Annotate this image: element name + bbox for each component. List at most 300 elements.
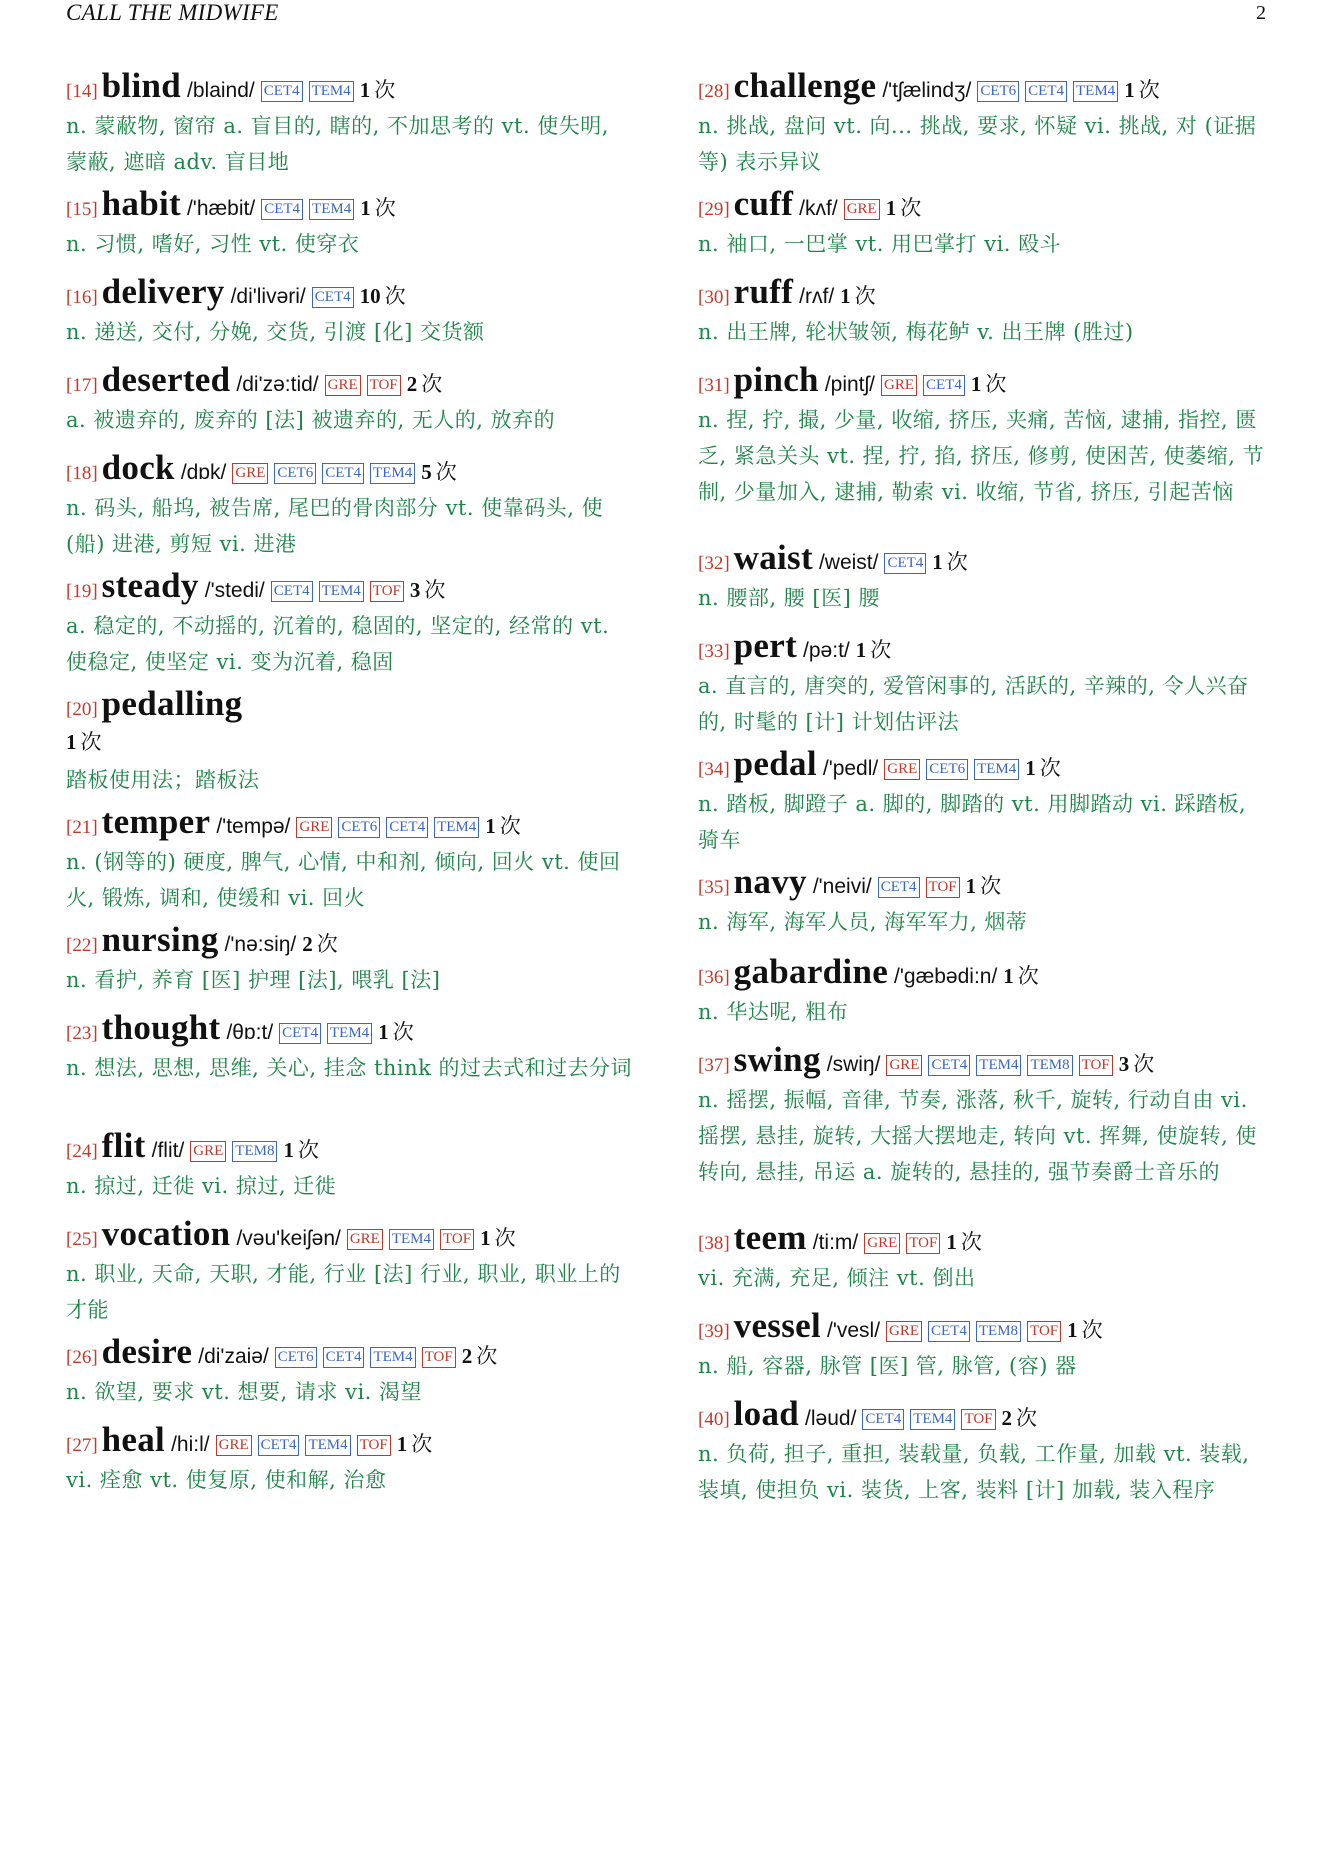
exam-tag-badge: GRE [325,375,361,396]
exam-tag-badge: TOF [422,1347,456,1368]
count-number: 1 [359,78,371,102]
headword-line [698,538,1268,578]
exam-tag-badge: TEM8 [232,1141,277,1162]
entry-index: [36] [698,967,730,988]
headword-line [66,566,636,606]
frequency-count [966,870,1002,900]
headword: thought [101,1008,221,1047]
definition-text: n. 踏板, 脚蹬子 a. 脚的, 脚踏的 vt. 用脚踏动 vi. 踩踏板, 骑车 [698,792,1247,852]
headword: swing [733,1040,821,1079]
word-entry [66,920,636,998]
exam-tag-badge: TOF [926,877,960,898]
definition-text: n. 负荷, 担子, 重担, 装载量, 负载, 工作量, 加载 vt. 装载, 装填, 使担负 vi. 装货, 上客, 装料 [计] 加载, 装入程序 [698,1442,1250,1502]
entry-index: [30] [698,287,730,308]
headword: flit [101,1126,146,1165]
entry-index: [38] [698,1233,730,1254]
count-unit: 次 [985,372,1007,396]
word-entry [66,448,636,562]
definition-text: n. 袖口, 一巴掌 vt. 用巴掌打 vi. 殴斗 [698,232,1062,256]
exam-tag-badge: CET6 [274,463,316,484]
frequency-count [407,368,443,398]
count-unit: 次 [980,874,1002,898]
exam-tag-badge: CET6 [977,81,1019,102]
word-entry [698,952,1268,1030]
phonetic: /'neivi/ [812,875,872,898]
word-entry [66,1214,636,1328]
headword-line [66,448,636,488]
phonetic: /'tʃælindʒ/ [882,79,972,102]
exam-tag-badge: TEM4 [319,581,364,602]
exam-tag-badge: TOF [906,1233,940,1254]
headword: dock [101,448,175,487]
exam-tag-badge: CET6 [275,1347,317,1368]
frequency-count [421,456,457,486]
count-unit: 次 [374,78,396,102]
frequency-count [1002,1402,1038,1432]
headword: teem [733,1218,807,1257]
count-unit: 次 [1017,964,1039,988]
count-unit: 次 [499,814,521,838]
count-number: 1 [946,1230,957,1254]
count-number: 1 [1067,1318,1078,1342]
headword-line [698,626,1268,666]
headword: pert [733,626,798,665]
headword: pinch [733,360,819,399]
headword: challenge [733,66,877,105]
frequency-count [1003,960,1039,990]
headword: load [733,1394,800,1433]
exam-tag-badge: TOF [370,581,404,602]
count-unit: 次 [435,460,457,484]
exam-tag-badge: CET4 [884,553,926,574]
entry-index: [20] [66,699,98,720]
headword: steady [101,566,199,605]
exam-tag-badge: TEM4 [305,1435,350,1456]
word-entry [66,66,636,180]
count-unit: 次 [476,1344,498,1368]
exam-tag-badge: GRE [347,1229,383,1250]
headword-line [66,360,636,400]
entry-index: [31] [698,375,730,396]
headword: delivery [101,272,225,311]
frequency-count [856,634,892,664]
count-number: 1 [885,196,897,220]
headword: heal [101,1420,166,1459]
phonetic: /weist/ [818,551,879,574]
exam-tag-badge: GRE [296,817,332,838]
exam-tag-badge: CET4 [279,1023,321,1044]
headword-line [66,684,636,724]
word-entry [698,744,1268,858]
exam-tag-badge: CET4 [928,1321,970,1342]
count-unit: 次 [392,1020,414,1044]
count-number: 3 [1118,1052,1130,1076]
frequency-count [302,928,338,958]
entry-index: [22] [66,935,98,956]
definition-text: n. 蒙蔽物, 窗帘 a. 盲目的, 瞎的, 不加思考的 vt. 使失明, 蒙蔽, 遮暗 adv. 盲目地 [66,114,609,174]
exam-tag-badge: TOF [357,1435,391,1456]
definition-text: a. 直言的, 唐突的, 爱管闲事的, 活跃的, 辛辣的, 令人兴奋的, 时髦的 [计] 计划估评法 [698,674,1249,734]
headword: pedalling [101,684,243,723]
frequency-count [946,1226,982,1256]
count-unit: 次 [946,550,968,574]
exam-tag-badge: CET4 [1025,81,1067,102]
frequency-count [283,1134,319,1164]
entry-index: [27] [66,1435,98,1456]
headword: cuff [733,184,794,223]
count-unit: 次 [494,1226,516,1250]
exam-tag-badge: GRE [190,1141,226,1162]
entry-index: [28] [698,81,730,102]
definition-text: n. 捏, 拧, 撮, 少量, 收缩, 挤压, 夹痛, 苦恼, 逮捕, 指控, 匮乏, 紧急关头 vt. 捏, 拧, 掐, 挤压, 修剪, 使困苦, 使萎缩, 节制, 少量加入, 逮捕, 勒索 vi. 收缩, 节省, 挤压, 引起苦恼 [698,408,1265,504]
word-entry [698,272,1268,350]
headword: desire [101,1332,193,1371]
page-number: 2 [1256,2,1266,24]
count-unit: 次 [297,1138,319,1162]
phonetic: /rʌf/ [799,285,835,308]
phonetic: /vəu'keiʃən/ [236,1227,341,1250]
count-unit: 次 [80,730,102,754]
definition-text: n. 掠过, 迁徙 vi. 掠过, 迁徙 [66,1174,337,1198]
count-unit: 次 [374,196,396,220]
exam-tag-badge: GRE [884,759,920,780]
count-number: 1 [932,550,943,574]
count-number: 2 [302,932,313,956]
definition-text: n. 出王牌, 轮状皱领, 梅花鲈 v. 出王牌 (胜过) [698,320,1134,344]
phonetic: /'tempə/ [216,815,291,838]
headword-line [66,920,636,960]
exam-tag-badge: CET4 [261,81,303,102]
exam-tag-badge: TOF [367,375,401,396]
entry-index: [26] [66,1347,98,1368]
headword-line [698,1306,1268,1346]
headword-line [66,1420,636,1460]
exam-tag-badge: CET4 [261,199,303,220]
entry-index: [35] [698,877,730,898]
headword-line [698,66,1268,106]
count-number: 10 [359,284,381,308]
word-entry [698,1306,1268,1384]
word-entry [66,1420,636,1498]
word-entry [698,1040,1268,1190]
count-number: 1 [855,638,867,662]
entry-index: [32] [698,553,730,574]
headword-line [66,1008,636,1048]
word-entry [66,1332,636,1410]
count-number: 1 [378,1020,389,1044]
exam-tag-badge: CET4 [312,287,354,308]
entry-index: [18] [66,463,98,484]
phonetic: /di'livəri/ [230,285,306,308]
phonetic: /'hæbit/ [186,197,256,220]
count-unit: 次 [1016,1406,1038,1430]
word-entry [66,272,636,350]
phonetic: /ti:m/ [812,1231,859,1254]
count-number: 1 [965,874,977,898]
entry-index: [39] [698,1321,730,1342]
frequency-count [1124,74,1160,104]
exam-tag-badge: TOF [1027,1321,1061,1342]
exam-tag-badge: TEM4 [370,463,415,484]
headword: nursing [101,920,219,959]
definition-text: n. (钢等的) 硬度, 脾气, 心情, 中和剂, 倾向, 回火 vt. 使回火, 锻炼, 调和, 使缓和 vi. 回火 [66,850,621,910]
headword-line [698,360,1268,400]
exam-tag-badge: CET4 [323,1347,365,1368]
entry-index: [14] [66,81,98,102]
exam-tag-badge: TEM4 [309,81,354,102]
headword-line [66,66,636,106]
phonetic: /swiŋ/ [826,1053,881,1076]
word-entry [698,1218,1268,1296]
exam-tag-badge: CET4 [923,375,965,396]
exam-tag-badge: TOF [440,1229,474,1250]
count-unit: 次 [384,284,406,308]
exam-tag-badge: CET4 [878,877,920,898]
headword: deserted [101,360,231,399]
headword-line [698,744,1268,784]
frequency-count [1025,752,1061,782]
frequency-count [360,280,406,310]
definition-text: a. 被遗弃的, 废弃的 [法] 被遗弃的, 无人的, 放弃的 [66,408,556,432]
definition-text: n. 职业, 天命, 天职, 才能, 行业 [法] 行业, 职业, 职业上的才能 [66,1262,621,1322]
phonetic: /di'zaiə/ [198,1345,269,1368]
count-number: 1 [480,1226,491,1250]
count-number: 2 [461,1344,473,1368]
phonetic: /flit/ [151,1139,185,1162]
exam-tag-badge: TOF [1079,1055,1113,1076]
count-number: 1 [1124,78,1135,102]
phonetic: /di'zə:tid/ [236,373,319,396]
entry-index: [21] [66,817,98,838]
count-unit: 次 [854,284,876,308]
exam-tag-badge: GRE [216,1435,252,1456]
exam-tag-badge: TEM4 [370,1347,415,1368]
word-entry [66,684,636,798]
definition-text: vi. 痊愈 vt. 使复原, 使和解, 治愈 [66,1468,387,1492]
exam-tag-badge: GRE [886,1055,922,1076]
exam-tag-badge: CET4 [322,463,364,484]
definition-text: n. 习惯, 嗜好, 习性 vt. 使穿衣 [66,232,360,256]
definition-text: n. 看护, 养育 [医] 护理 [法], 喂乳 [法] [66,968,441,992]
headword-line [698,1394,1268,1434]
word-entry [698,538,1268,616]
headword-line [698,1218,1268,1258]
headword: blind [101,66,182,105]
phonetic: /'pedl/ [822,757,879,780]
definition-text: n. 腰部, 腰 [医] 腰 [698,586,880,610]
phonetic: /dɒk/ [180,461,227,484]
word-entry [66,1008,636,1086]
definition-text: n. 递送, 交付, 分娩, 交货, 引渡 [化] 交货额 [66,320,485,344]
frequency-count [840,280,876,310]
exam-tag-badge: GRE [864,1233,900,1254]
entry-index: [24] [66,1141,98,1162]
exam-tag-badge: TEM8 [976,1321,1021,1342]
entry-index: [25] [66,1229,98,1250]
definition-text: n. 摇摆, 振幅, 音律, 节奏, 涨落, 秋千, 旋转, 行动自由 vi. 摇摆, 悬挂, 旋转, 大摇大摆地走, 转向 vt. 挥舞, 使旋转, 使转向, 悬挂, 吊运 a. 旋转的, 悬挂的, 强节奏爵士音乐的 [698,1088,1257,1184]
exam-tag-badge: TEM4 [327,1023,372,1044]
headword-line [698,184,1268,224]
frequency-count [932,546,968,576]
count-number: 1 [283,1138,294,1162]
headword-line [698,862,1268,902]
exam-tag-badge: CET4 [271,581,313,602]
exam-tag-badge: TOF [961,1409,995,1430]
entry-index: [15] [66,199,98,220]
headword: pedal [733,744,817,783]
count-unit: 次 [870,638,892,662]
frequency-count [485,810,521,840]
count-number: 1 [485,814,496,838]
headword-line [66,802,636,842]
count-number: 1 [360,196,371,220]
phonetic: /blaind/ [187,79,255,102]
count-number: 1 [970,372,982,396]
entry-index: [40] [698,1409,730,1430]
headword: vessel [733,1306,821,1345]
entry-index: [34] [698,759,730,780]
definition-text: n. 挑战, 盘问 vt. 向... 挑战, 要求, 怀疑 vi. 挑战, 对 (证据等) 表示异议 [698,114,1257,174]
definition-text: n. 船, 容器, 脉管 [医] 管, 脉管, (容) 器 [698,1354,1077,1378]
count-number: 1 [396,1432,408,1456]
phonetic: /pintʃ/ [824,373,876,396]
frequency-count [410,574,446,604]
phonetic: /'nə:siŋ/ [224,933,297,956]
count-unit: 次 [1039,756,1061,780]
entry-index: [23] [66,1023,98,1044]
frequency-count [66,724,636,760]
exam-tag-badge: TEM4 [976,1055,1021,1076]
headword: navy [733,862,807,901]
frequency-count [360,74,396,104]
word-entry [66,360,636,438]
word-entry [698,626,1268,740]
exam-tag-badge: TEM4 [309,199,354,220]
headword: waist [733,538,813,577]
count-number: 1 [1025,756,1036,780]
count-unit: 次 [411,1432,433,1456]
exam-tag-badge: CET6 [338,817,380,838]
count-unit: 次 [316,932,338,956]
word-entry [66,184,636,262]
count-number: 1 [840,284,851,308]
word-entry [698,1394,1268,1508]
phonetic: /θɒ:t/ [226,1021,274,1044]
count-number: 3 [409,578,421,602]
headword: ruff [733,272,794,311]
count-number: 1 [1003,964,1014,988]
entry-index: [33] [698,641,730,662]
phonetic: /ləud/ [805,1407,857,1430]
count-number: 1 [66,730,77,754]
definition-text: a. 稳定的, 不动摇的, 沉着的, 稳固的, 坚定的, 经常的 vt. 使稳定, 使坚定 vi. 变为沉着, 稳固 [66,614,610,674]
entry-index: [17] [66,375,98,396]
definition-text: n. 想法, 思想, 思维, 关心, 挂念 think 的过去式和过去分词 [66,1056,633,1080]
count-unit: 次 [900,196,922,220]
count-unit: 次 [1138,78,1160,102]
definition-text: n. 欲望, 要求 vt. 想要, 请求 vi. 渴望 [66,1380,423,1404]
phonetic: /'gæbədi:n/ [894,965,998,988]
phonetic: /pə:t/ [803,639,850,662]
headword-line [698,952,1268,992]
headword-line [698,272,1268,312]
headword-line [66,184,636,224]
frequency-count [1067,1314,1103,1344]
exam-tag-badge: TEM4 [910,1409,955,1430]
headword: vocation [101,1214,231,1253]
headword: temper [101,802,211,841]
count-unit: 次 [1133,1052,1155,1076]
exam-tag-badge: TEM4 [974,759,1019,780]
phonetic: /kʌf/ [799,197,838,220]
definition-text: n. 华达呢, 粗布 [698,1000,849,1024]
frequency-count [886,192,922,222]
word-entry [698,862,1268,940]
count-number: 2 [406,372,418,396]
exam-tag-badge: GRE [844,199,880,220]
count-unit: 次 [421,372,443,396]
entry-index: [16] [66,287,98,308]
word-entry [698,360,1268,510]
exam-tag-badge: CET4 [386,817,428,838]
headword-line [66,1126,636,1166]
exam-tag-badge: CET4 [862,1409,904,1430]
frequency-count [480,1222,516,1252]
phonetic: /'stedi/ [204,579,265,602]
frequency-count [1119,1048,1155,1078]
headword: gabardine [733,952,889,991]
exam-tag-badge: TEM4 [389,1229,434,1250]
definition-text: vi. 充满, 充足, 倾注 vt. 倒出 [698,1266,976,1290]
frequency-count [360,192,396,222]
count-unit: 次 [424,578,446,602]
entry-index: [29] [698,199,730,220]
exam-tag-badge: CET6 [926,759,968,780]
phonetic: /'vesl/ [827,1319,881,1342]
running-header-title: CALL THE MIDWIFE [66,0,279,25]
exam-tag-badge: GRE [886,1321,922,1342]
frequency-count [971,368,1007,398]
word-entry [698,66,1268,180]
definition-text: 踏板使用法；踏板法 [66,768,260,792]
entry-index: [19] [66,581,98,602]
phonetic: /hi:l/ [171,1433,210,1456]
word-entry [698,184,1268,262]
count-unit: 次 [960,1230,982,1254]
exam-tag-badge: CET4 [258,1435,300,1456]
headword: habit [101,184,181,223]
exam-tag-badge: TEM4 [434,817,479,838]
exam-tag-badge: GRE [232,463,268,484]
frequency-count [378,1016,414,1046]
exam-tag-badge: CET4 [928,1055,970,1076]
entry-index: [37] [698,1055,730,1076]
word-entry [66,802,636,916]
headword-line [66,272,636,312]
word-entry [66,566,636,680]
headword-line [698,1040,1268,1080]
exam-tag-badge: TEM8 [1027,1055,1072,1076]
frequency-count [397,1428,433,1458]
count-number: 2 [1001,1406,1013,1430]
headword-line [66,1214,636,1254]
count-unit: 次 [1081,1318,1103,1342]
headword-line [66,1332,636,1372]
definition-text: n. 海军, 海军人员, 海军军力, 烟蒂 [698,910,1028,934]
word-entry [66,1126,636,1204]
frequency-count [462,1340,498,1370]
exam-tag-badge: GRE [881,375,917,396]
